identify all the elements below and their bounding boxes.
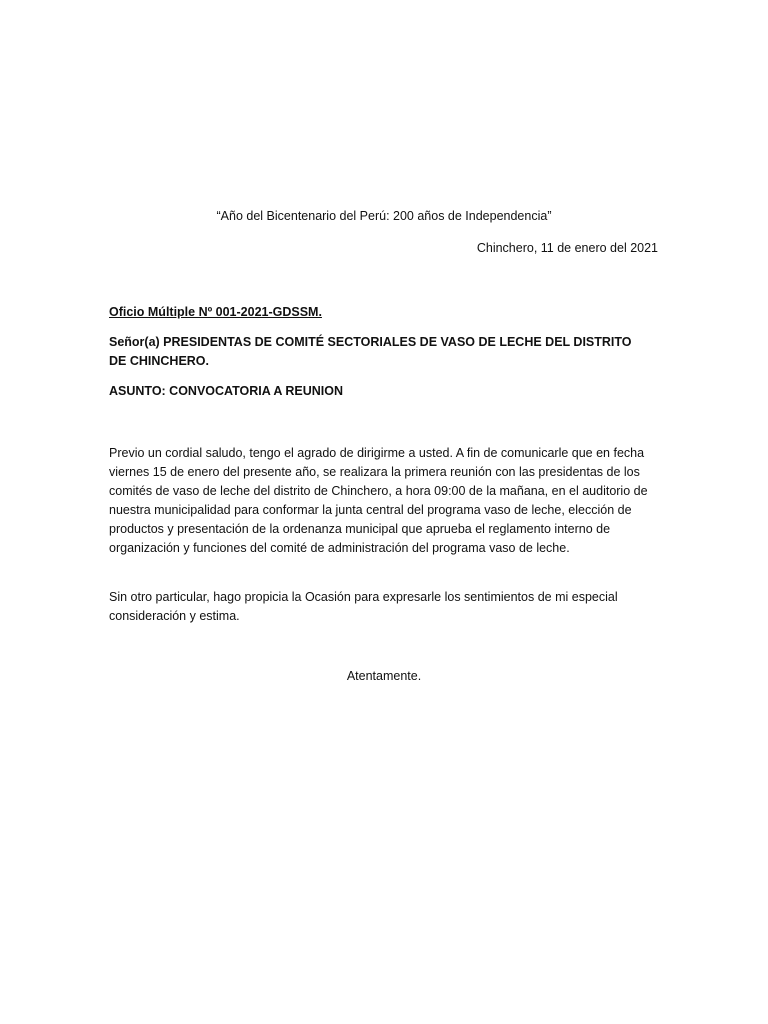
motto-heading: “Año del Bicentenario del Perú: 200 años de Independencia”: [216, 209, 552, 223]
closing-paragraph: Sin otro particular, hago propicia la Ocasión para expresarle los sentimientos de mi especial consideración y estima.: [109, 590, 618, 623]
recipient: Señor(a) PRESIDENTAS DE COMITÉ SECTORIALES DE VASO DE LECHE DEL DISTRITO DE CHINCHERO.: [109, 335, 632, 368]
signoff: Atentamente.: [346, 669, 422, 683]
place-date: Chinchero, 11 de enero del 2021: [476, 241, 658, 255]
subject-line: ASUNTO: CONVOCATORIA A REUNION: [109, 384, 344, 398]
document-reference: Oficio Múltiple Nº 001-2021-GDSSM.: [109, 305, 322, 319]
body-paragraph: Previo un cordial saludo, tengo el agrado de dirigirme a usted. A fin de comunicarle que en fecha viernes 15 de enero del presente año, se realizara la primera reunión con las presidentas de los comités de vaso de leche del distrito de Chinchero, a hora 09:00 de la mañana, en el auditorio de nuestra municipalidad para conformar la junta central del programa vaso de leche, elección de productos y presentación de la ordenanza municipal que aprueba el reglamento interno de organización y funciones del comité de administración del programa vaso de leche.: [109, 446, 648, 555]
